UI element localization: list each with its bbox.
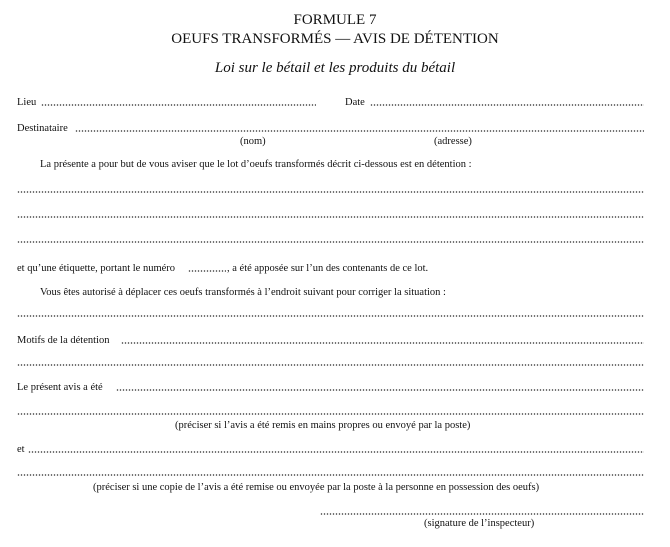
motifs-label: Motifs de la détention	[17, 335, 110, 346]
lot-line-2[interactable]	[17, 216, 644, 218]
lieu-label: Lieu	[17, 97, 37, 108]
present-avis-line-2[interactable]	[17, 413, 644, 415]
destinataire-label: Destinataire	[17, 123, 68, 134]
lot-line-3[interactable]	[17, 241, 644, 243]
motifs-field[interactable]	[121, 342, 644, 344]
adresse-caption: (adresse)	[434, 136, 472, 147]
signature-caption: (signature de l’inspecteur)	[424, 518, 535, 529]
date-field[interactable]	[370, 104, 644, 106]
motifs-line-2[interactable]	[17, 364, 644, 366]
preciser-copie-caption: (préciser si une copie de l’avis a été remise ou envoyée par la poste à la personne en possession des oeufs)	[93, 482, 540, 493]
intro-text: La présente a pour but de vous aviser que le lot d’oeufs transformés décrit ci-dessous est en détention :	[40, 159, 472, 170]
et-field[interactable]	[28, 451, 644, 453]
lieu-field[interactable]	[41, 104, 316, 106]
etiquette-text-after: , a été apposée sur l’un des contenants de ce lot.	[227, 263, 429, 274]
form-number: FORMULE 7	[293, 12, 377, 28]
form-subtitle: Loi sur le bétail et les produits du bétail	[214, 60, 456, 76]
etiquette-number-field[interactable]	[188, 270, 226, 272]
destinataire-field[interactable]	[75, 130, 644, 132]
nom-caption: (nom)	[240, 136, 266, 147]
preciser-remis-caption: (préciser si l’avis a été remis en mains propres ou envoyé par la poste)	[175, 420, 471, 431]
present-avis-label: Le présent avis a été	[17, 382, 103, 393]
form-title: OEUFS TRANSFORMÉS — AVIS DE DÉTENTION	[171, 31, 499, 47]
signature-field[interactable]	[320, 513, 644, 515]
etiquette-text-before: et qu’une étiquette, portant le numéro	[17, 263, 176, 274]
et-label: et	[17, 444, 25, 455]
present-avis-field[interactable]	[116, 389, 644, 391]
et-line-2[interactable]	[17, 474, 644, 476]
date-label: Date	[345, 97, 365, 108]
autorise-text: Vous êtes autorisé à déplacer ces oeufs transformés à l’endroit suivant pour corriger la situation :	[40, 287, 446, 298]
destination-line[interactable]	[17, 315, 644, 317]
lot-line-1[interactable]	[17, 191, 644, 193]
